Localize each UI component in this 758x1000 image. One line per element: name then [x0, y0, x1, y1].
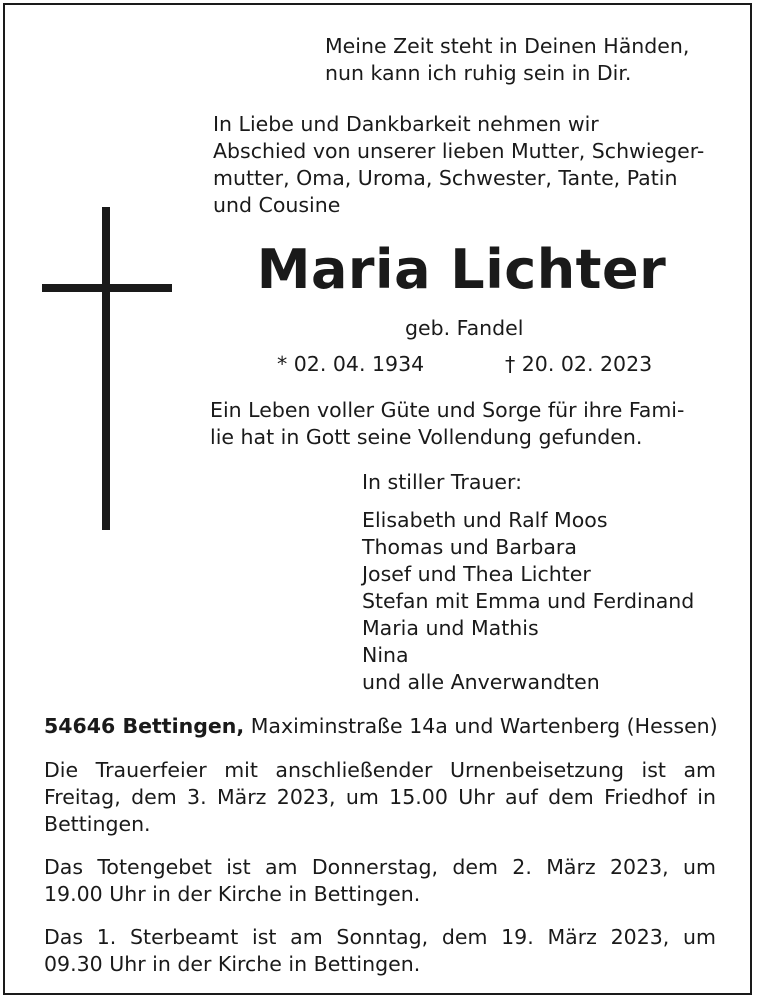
paragraph-line: Das Totengebet ist am Donnerstag, dem 2. März 2023, um — [44, 855, 716, 879]
mourner: und alle Anverwandten — [362, 670, 600, 694]
life-line: lie hat in Gott seine Vollendung gefunden. — [210, 425, 643, 449]
paragraph-line: Die Trauerfeier mit anschließender Urnenbeisetzung ist am — [44, 758, 716, 782]
paragraph-line: Bettingen. — [44, 812, 151, 836]
mourner: Elisabeth und Ralf Moos — [362, 508, 608, 532]
birth-name: geb. Fandel — [405, 316, 524, 340]
intro-line: und Cousine — [213, 193, 341, 217]
funeral-paragraph — [44, 757, 716, 838]
mourner: Maria und Mathis — [362, 616, 539, 640]
paragraph-line: 19.00 Uhr in der Kirche in Bettingen. — [44, 882, 421, 906]
verse-line: Meine Zeit steht in Deinen Händen, — [325, 34, 690, 58]
paragraph-line: 09.30 Uhr in der Kirche in Bettingen. — [44, 952, 421, 976]
mourner: Josef und Thea Lichter — [362, 562, 591, 586]
mourner: Thomas und Barbara — [362, 535, 577, 559]
intro-line: In Liebe und Dankbarkeit nehmen wir — [213, 112, 599, 136]
address-street: Maximinstraße 14a und Wartenberg (Hessen) — [250, 714, 718, 738]
intro-line: Abschied von unserer lieben Mutter, Schwieger- — [213, 139, 705, 163]
mourner: Stefan mit Emma und Ferdinand — [362, 589, 695, 613]
life-text — [210, 397, 684, 451]
verse-line: nun kann ich ruhig sein in Dir. — [325, 61, 632, 85]
address-city: 54646 Bettingen, — [44, 714, 245, 738]
deceased-name: Maria Lichter — [256, 238, 667, 301]
mourners-list — [362, 507, 694, 696]
death-date: † 20. 02. 2023 — [505, 352, 653, 376]
prayer-paragraph — [44, 854, 716, 908]
life-line: Ein Leben voller Güte und Sorge für ihre Fami- — [210, 398, 685, 422]
paragraph-line: Freitag, dem 3. März 2023, um 15.00 Uhr auf dem Friedhof in — [44, 785, 716, 809]
mourner: Nina — [362, 643, 409, 667]
intro-line: mutter, Oma, Uroma, Schwester, Tante, Patin — [213, 166, 678, 190]
paragraph-line: Das 1. Sterbeamt ist am Sonntag, dem 19. März 2023, um — [44, 925, 716, 949]
mass-paragraph — [44, 924, 716, 978]
intro-text — [213, 111, 704, 219]
obituary-notice — [3, 3, 752, 995]
bible-verse — [325, 33, 689, 87]
mourning-label: In stiller Trauer: — [362, 470, 522, 494]
birth-date: * 02. 04. 1934 — [277, 352, 425, 376]
address — [44, 713, 718, 740]
